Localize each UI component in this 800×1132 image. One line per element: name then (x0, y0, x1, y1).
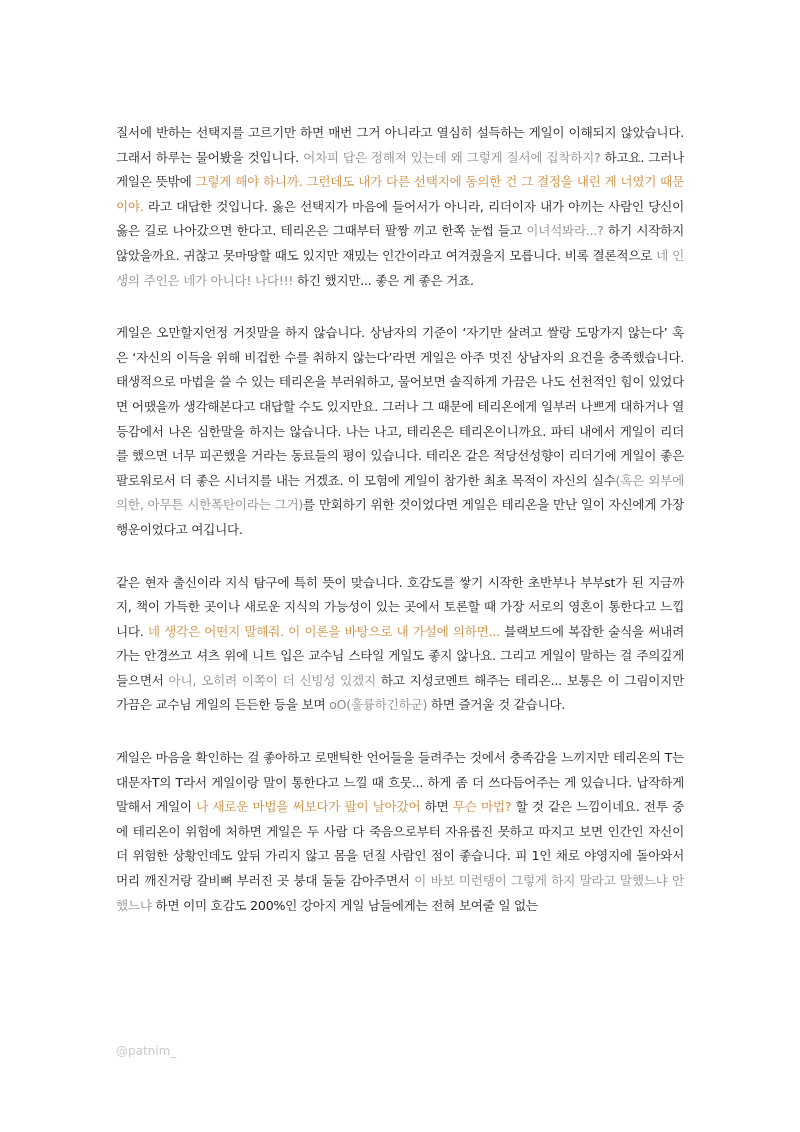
aside-text: 아니, 오히려 이쪽이 더 신빙성 있겠지 (168, 672, 376, 688)
body-text: 하고 지성코멘트 해주는 테리온... 보통은 이 그림이지만 가끔은 교수님 게일의 든든한 등을 보며 (116, 672, 684, 713)
watermark: @patnim_ (116, 1044, 177, 1058)
aside-text: 어차피 답은 정해져 있는데 왜 그렇게 질서에 집착하지? (303, 149, 601, 165)
body-text: 게일은 오만할지언정 거짓말을 하지 않습니다. 상남자의 기준이 ‘자기만 살려고 쌀랑 도망가지 않는다’ 혹은 ‘자신의 이득을 위해 비겁한 수를 취하지 않는다’라면 게일은 아주 멋진 상남자의 요건을 충족했습니다. 태생적으로 마법을 쓸 수 있는 테리온을 부러워하고, 물어보면 솔직하게 가끔은 나도 선천적인 힘이 있었다면 어땠을까 생각해본다고 대답할 수도 있지만요. 그러나 그 때문에 테리온에게 일부러 나쁘게 대하거나 열등감에서 나온 심한말을 하지는 않습니다. 나는 나고, 테리온은 테리온이니까요. 파티 내에서 게일이 리더를 했으면 너무 피곤했을 거라는 동료들의 평이 있습니다. 테리온 같은 적당선성향이 리더기에 게일이 좋은 팔로워로서 더 좋은 시너지를 내는 거겠죠. 이 모험에 게일이 참가한 최초 목적이 자신의 실수 (116, 325, 684, 488)
body-text: 하면 (420, 799, 453, 815)
body-text: 를 만회하기 위한 것이었다면 게일은 테리온을 만난 일이 자신에게 가장 행운이었다고 여깁니다. (116, 497, 684, 537)
body-text: 할 것 같은 느낌이네요. 전투 중에 테리온이 위험에 처하면 게일은 두 사람 다 죽음으로부터 자유롭진 못하고 따지고 보면 인간인 자신이 더 위험한 상황인데도 앞뒤 가리지 않고 몸을 던질 사람인 점이 좋습니다. 피 1인 채로 야영지에 돌아와서 머리 깨진거랑 갈비뼈 부러진 곳 붕대 둘둘 감아주면서 (116, 799, 685, 889)
dialogue-quote: 네 생각은 어떤지 말해줘. 이 이론을 바탕으로 내 가설에 의하면... (147, 623, 500, 639)
paragraph (116, 321, 684, 542)
paragraph (116, 571, 684, 719)
paragraph (116, 121, 684, 293)
body-text: 하고요. 그러나 게일은 뜻밖에 (116, 149, 684, 190)
body-text: 하면 즐거울 것 같습니다. (427, 697, 566, 713)
body-text: 하긴 했지만... 좋은 게 좋은 거죠. (293, 272, 474, 288)
aside-text: 네 인생의 주인은 네가 아니다! 나다!!! (116, 247, 684, 288)
body-text: 게일은 마음을 확인하는 걸 좋아하고 로맨틱한 언어들을 들려주는 것에서 충족감을 느끼지만 테리온의 T는 대문자T의 T라서 게일이랑 말이 통한다고 느낄 때 흐뭇... 하게 좀 더 쓰다듬어주는 게 있습니다. 납작하게 말해서 게일이 (116, 750, 684, 815)
dialogue-quote: 그렇게 해야 하니까. 그런데도 내가 다른 선택지에 동의한 건 그 결정을 내린 게 너였기 때문이야. (116, 174, 684, 214)
body-text: 라고 대답한 것입니다. 옳은 선택지가 마음에 들어서가 아니라, 리더이자 내가 아끼는 사람인 당신이 옳은 길로 나아갔으면 한다고. 테리온은 그때부터 팔짱 끼고 한쪽 눈썹 들고 (116, 198, 684, 239)
body-text: 질서에 반하는 선택지를 고르기만 하면 매번 그거 아니라고 열심히 설득하는 게일이 이해되지 않았습니다. 그래서 하루는 물어봤을 것입니다. (116, 125, 684, 165)
document-body (116, 121, 684, 946)
aside-text: oO(훌륭하긴하군) (329, 697, 428, 713)
body-text: 하기 시작하지 않았을까요. 귀찮고 못마땅할 때도 있지만 재밌는 인간이라고 여겨줬을지 모릅니다. 비록 결론적으로 (116, 223, 684, 263)
dialogue-quote: 나 새로운 마법을 써보다가 팔이 날아갔어 (196, 799, 421, 815)
aside-text: 이 바보 미련탱이 그렇게 하지 말라고 말했느냐 안했느냐 (116, 873, 684, 913)
body-text: 같은 현자 출신이라 지식 탐구에 특히 뜻이 맞습니다. 호감도를 쌓기 시작한 초반부나 부부st가 된 지금까지, 책이 가득한 곳이나 새로운 지식의 가능성이 있는 곳에서 토론할 때 가장 서로의 영혼이 통한다고 느낍니다. (116, 574, 684, 639)
aside-text: (혹은 외부에 의한, 아무튼 시한폭탄이라는 그거) (116, 472, 684, 513)
body-text: 하면 이미 호감도 200%인 강아지 게일 남들에게는 전혀 보여줄 일 없는 (151, 897, 538, 913)
paragraph (116, 746, 684, 918)
dialogue-quote: 무슨 마법? (452, 799, 512, 815)
aside-text: 이녀석봐라...? (526, 223, 604, 239)
body-text: 블랙보드에 복잡한 술식을 써내려가는 안경쓰고 셔츠 위에 니트 입은 교수님 스타일 게일도 좋지 않나요. 그리고 게일이 말하는 걸 주의깊게 들으면서 (116, 623, 684, 688)
